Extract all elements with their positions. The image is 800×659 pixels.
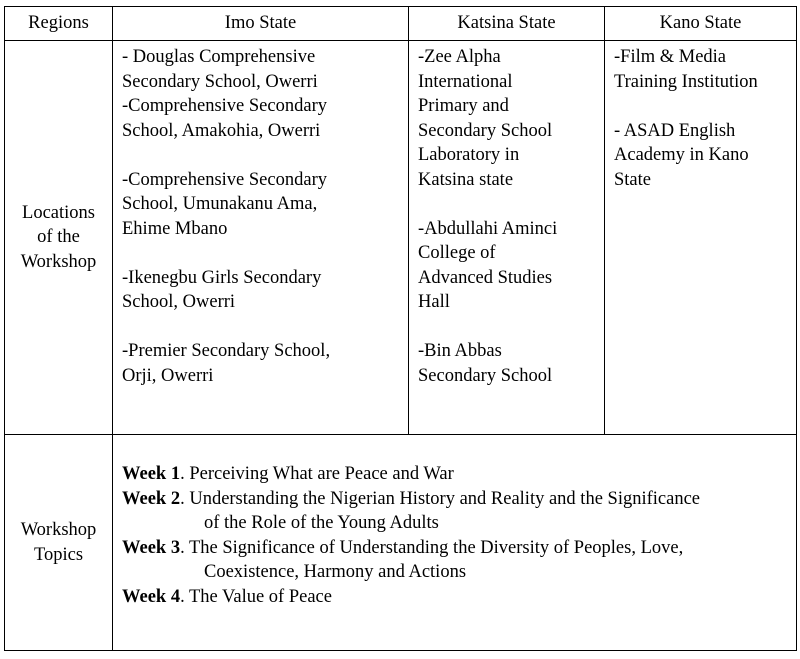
location-line: International: [418, 71, 513, 92]
week-item: [122, 487, 790, 536]
topics-list: [113, 435, 797, 651]
week-continuation: of the Role of the Young Adults: [204, 513, 439, 533]
location-line: -Premier Secondary School,: [122, 341, 331, 361]
workshop-table: [4, 6, 797, 651]
location-line: Orji, Owerri: [122, 365, 214, 386]
location-line: Laboratory in: [418, 145, 520, 165]
locations-label: [5, 41, 113, 435]
label-line: Workshop: [20, 520, 97, 540]
location-line: Secondary School: [418, 365, 553, 386]
location-line: College of: [418, 243, 496, 263]
location-line: -Comprehensive Secondary: [122, 96, 327, 116]
location-line: Primary and: [418, 96, 509, 116]
header-kano-state: Kano State: [605, 7, 797, 41]
location-line: -Comprehensive Secondary: [122, 169, 327, 190]
week-continuation: Coexistence, Harmony and Actions: [204, 562, 467, 582]
location-line: - ASAD English: [614, 120, 736, 141]
topics-label: [5, 435, 113, 651]
location-line: School, Amakohia, Owerri: [122, 120, 321, 141]
location-line: Academy in Kano: [614, 145, 749, 165]
spacer: [122, 143, 402, 168]
location-line: Training Institution: [614, 71, 758, 92]
week-item: [122, 585, 790, 610]
week-item: [122, 462, 790, 487]
week-item: [122, 536, 790, 585]
location-line: State: [614, 169, 651, 190]
label-line: of the: [37, 227, 80, 248]
header-regions: Regions: [5, 7, 113, 41]
locations-row: [5, 41, 797, 435]
week-label: Week 2: [122, 488, 181, 509]
spacer: [418, 192, 598, 217]
spacer: [418, 315, 598, 340]
label-line: Topics: [33, 544, 84, 565]
location-line: Ehime Mbano: [122, 218, 228, 239]
label-line: Workshop: [20, 251, 97, 272]
header-row: [5, 7, 797, 41]
week-text: . The Value of Peace: [180, 586, 332, 607]
location-line: -Ikenegbu Girls Secondary: [122, 267, 322, 288]
location-line: - Douglas Comprehensive: [122, 47, 316, 67]
location-line: School, Owerri: [122, 292, 236, 312]
spacer: [614, 94, 790, 119]
location-line: -Film & Media: [614, 47, 727, 67]
location-line: Secondary School, Owerri: [122, 71, 318, 92]
imo-locations: [113, 41, 409, 435]
location-line: -Bin Abbas: [418, 341, 502, 361]
spacer: [122, 315, 402, 340]
location-line: -Abdullahi Aminci: [418, 218, 558, 239]
label-line: Locations: [22, 202, 95, 223]
week-text: . The Significance of Understanding the Diversity of Peoples, Love,: [180, 537, 684, 558]
location-line: Katsina state: [418, 169, 514, 190]
header-imo-state: Imo State: [113, 7, 409, 41]
location-line: Advanced Studies: [418, 267, 553, 288]
week-label: Week 3: [122, 537, 181, 558]
week-text: . Perceiving What are Peace and War: [180, 464, 454, 484]
week-label: Week 4: [122, 586, 181, 607]
location-line: -Zee Alpha: [418, 47, 501, 67]
spacer: [122, 241, 402, 266]
kano-locations: [605, 41, 797, 435]
location-line: School, Umunakanu Ama,: [122, 194, 318, 214]
week-label: Week 1: [122, 464, 181, 484]
location-line: Secondary School: [418, 120, 553, 141]
katsina-locations: [409, 41, 605, 435]
topics-row: [5, 435, 797, 651]
header-katsina-state: Katsina State: [409, 7, 605, 41]
location-line: Hall: [418, 292, 450, 312]
week-text: . Understanding the Nigerian History and Reality and the Significance: [180, 488, 700, 509]
